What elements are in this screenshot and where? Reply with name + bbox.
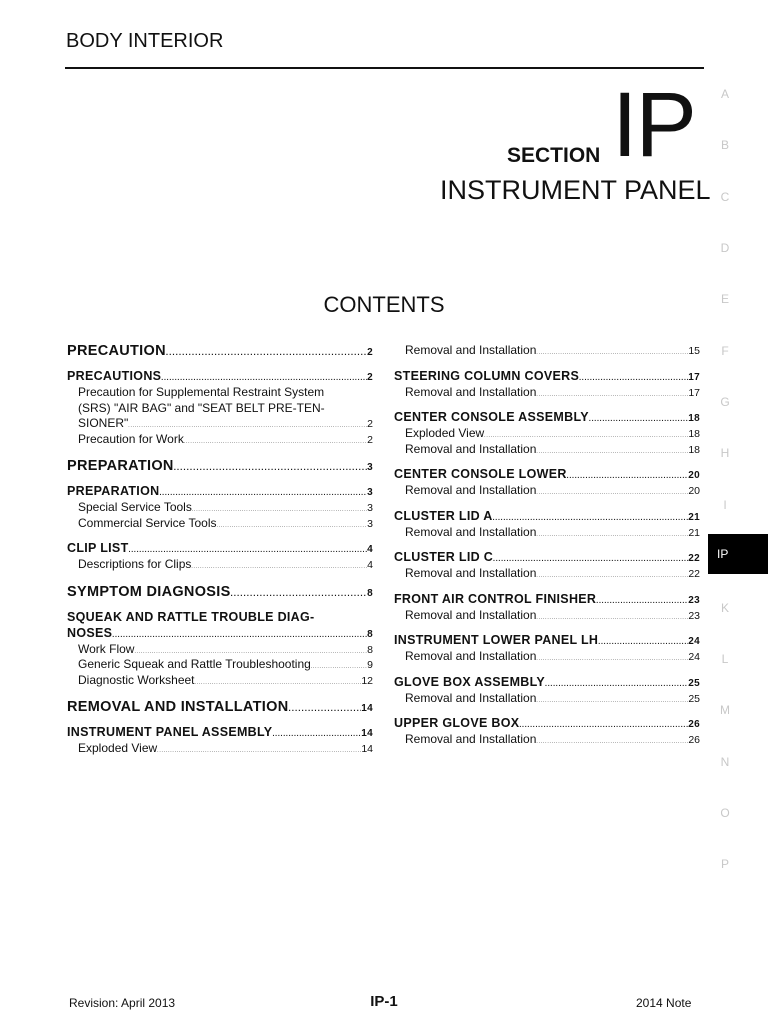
toc-page-number: 14 (361, 743, 373, 755)
toc-leader-dots (536, 483, 688, 497)
toc-section[interactable] (67, 725, 373, 741)
toc-entry-title: Removal and Installation (405, 483, 537, 497)
index-tab-ip[interactable]: IP (708, 534, 768, 574)
toc-leader-dots (596, 592, 688, 606)
toc-left-column (67, 343, 373, 757)
index-tab-b[interactable]: B (720, 138, 729, 152)
contents-title: CONTENTS (323, 292, 445, 317)
toc-entry-title: PREPARATION (67, 484, 160, 498)
section-label: SECTION (507, 144, 601, 167)
toc-section[interactable] (394, 369, 700, 385)
toc-section[interactable] (67, 401, 373, 417)
toc-entry-title: PRECAUTION (67, 343, 166, 359)
toc-entry-title: Removal and Installation (405, 343, 537, 357)
toc-entry[interactable] (67, 516, 373, 532)
toc-leader-dots (567, 467, 689, 481)
toc-entry-title: SIONER" (78, 416, 129, 430)
toc-section[interactable] (67, 484, 373, 500)
toc-entry-title: FRONT AIR CONTROL FINISHER (394, 591, 597, 606)
toc-entry-title: REMOVAL AND INSTALLATION (67, 699, 289, 715)
toc-leader-dots (191, 557, 367, 571)
toc-entry[interactable] (394, 608, 700, 624)
toc-chapter[interactable] (67, 458, 373, 478)
toc-entry[interactable] (394, 566, 700, 582)
toc-leader-dots (184, 432, 367, 446)
toc-page-number: 2 (367, 372, 373, 383)
toc-entry[interactable] (67, 741, 373, 757)
toc-entry[interactable] (394, 385, 700, 401)
toc-entry-title: GLOVE BOX ASSEMBLY (394, 674, 546, 689)
toc-leader-dots (311, 657, 367, 671)
toc-section[interactable] (67, 610, 373, 626)
toc-page-number: 8 (367, 643, 373, 656)
toc-page-number: 14 (361, 703, 373, 714)
toc-page-number: 3 (367, 517, 373, 530)
index-tab-e[interactable]: E (720, 292, 729, 306)
toc-right-column (394, 343, 700, 748)
toc-entry[interactable] (67, 500, 373, 516)
section-code: IP (612, 74, 695, 176)
toc-leader-dots (217, 516, 368, 530)
toc-leader-dots (159, 484, 367, 498)
toc-page-number: 15 (688, 345, 700, 357)
toc-leader-dots (545, 675, 688, 689)
toc-page-number: 18 (688, 443, 700, 456)
toc-leader-dots (129, 541, 368, 555)
toc-entry-title: Special Service Tools (78, 500, 192, 514)
toc-entry-title: STEERING COLUMN COVERS (394, 368, 580, 383)
toc-entry-title: Exploded View (78, 741, 158, 755)
toc-entry-title: CENTER CONSOLE LOWER (394, 467, 567, 481)
index-tab-m[interactable]: M (720, 703, 730, 717)
toc-section[interactable] (394, 509, 700, 525)
toc-leader-dots (536, 566, 688, 580)
header-title: BODY INTERIOR (66, 30, 224, 52)
section-name: INSTRUMENT PANEL (440, 175, 711, 205)
toc-entry[interactable] (394, 649, 700, 665)
toc-entry-title: CLUSTER LID A (394, 508, 493, 523)
toc-leader-dots (536, 608, 688, 622)
toc-leader-dots (579, 369, 688, 383)
toc-page-number: 4 (367, 544, 373, 555)
toc-entry-title: CLIP LIST (67, 541, 129, 555)
toc-section[interactable] (394, 410, 700, 426)
footer-revision: Revision: April 2013 (69, 996, 176, 1010)
toc-page-number: 14 (361, 728, 373, 739)
toc-entry[interactable] (394, 483, 700, 499)
toc-entry[interactable] (67, 657, 373, 673)
toc-page-number: 26 (688, 734, 700, 746)
toc-page-number: 23 (688, 609, 700, 622)
toc-entry-title: Removal and Installation (405, 566, 537, 580)
toc-page-number: 24 (688, 636, 700, 647)
toc-entry-title: INSTRUMENT PANEL ASSEMBLY (67, 725, 273, 739)
toc-section[interactable] (67, 626, 373, 642)
toc-leader-dots (134, 642, 367, 656)
toc-entry-title: Removal and Installation (405, 384, 537, 399)
toc-section[interactable] (394, 550, 700, 566)
toc-entry-title: Removal and Installation (405, 732, 537, 746)
toc-entry[interactable] (67, 673, 373, 689)
toc-leader-dots (493, 550, 688, 564)
toc-entry-title: SQUEAK AND RATTLE TROUBLE DIAG- (67, 609, 315, 624)
index-tab-g[interactable]: G (720, 395, 730, 409)
toc-leader-dots (536, 385, 688, 399)
toc-entry[interactable] (394, 442, 700, 458)
index-tab-l[interactable]: L (721, 652, 729, 666)
toc-page-number: 8 (367, 587, 373, 599)
index-tab-i[interactable]: I (723, 498, 727, 512)
toc-entry-title: PRECAUTIONS (67, 369, 162, 383)
footer-model: 2014 Note (636, 996, 692, 1010)
toc-section[interactable] (67, 541, 373, 557)
toc-leader-dots (536, 525, 688, 539)
toc-chapter[interactable] (67, 699, 373, 719)
toc-leader-dots (195, 673, 362, 687)
toc-entry[interactable] (394, 426, 700, 442)
toc-leader-dots (272, 725, 361, 739)
toc-entry-title: Commercial Service Tools (78, 515, 217, 530)
toc-page-number: 24 (688, 651, 700, 663)
toc-section[interactable] (394, 592, 700, 608)
toc-page-number: 3 (367, 502, 373, 514)
toc-entry-title: Precaution for Supplemental Restraint System (78, 385, 325, 399)
footer-page-number: IP-1 (370, 993, 398, 1010)
toc-entry[interactable] (67, 642, 373, 658)
toc-page-number: 3 (367, 487, 373, 498)
index-tab-f[interactable]: F (721, 344, 729, 358)
toc-page-number: 17 (688, 371, 700, 383)
toc-entry-title: Diagnostic Worksheet (78, 672, 195, 687)
toc-leader-dots (536, 649, 688, 663)
toc-leader-dots (536, 732, 688, 746)
index-tab-c[interactable]: C (720, 190, 730, 204)
toc-page-number: 20 (688, 470, 700, 481)
toc-entry-title: PREPARATION (67, 458, 174, 474)
toc-page-number: 12 (361, 674, 373, 687)
toc-entry-title: Precaution for Work (78, 431, 184, 446)
toc-entry-title: Descriptions for Clips (78, 557, 192, 571)
toc-page-number: 23 (688, 594, 700, 606)
toc-page-number: 25 (688, 677, 700, 689)
toc-page-number: 21 (688, 526, 700, 539)
toc-entry[interactable] (394, 732, 700, 748)
toc-leader-dots (112, 626, 367, 640)
toc-leader-dots (166, 343, 367, 359)
index-tab-n[interactable]: N (720, 755, 730, 769)
toc-page-number: 18 (688, 428, 700, 440)
toc-entry-title: SYMPTOM DIAGNOSIS (67, 583, 231, 600)
toc-entry[interactable] (67, 557, 373, 573)
toc-leader-dots (128, 416, 367, 430)
header-rule (65, 67, 704, 69)
toc-page-number: 4 (367, 559, 373, 571)
toc-entry-title: Removal and Installation (405, 441, 537, 456)
toc-entry-title: NOSES (67, 625, 113, 640)
toc-leader-dots (536, 343, 688, 357)
toc-leader-dots (493, 509, 689, 523)
toc-page-number: 9 (367, 659, 373, 671)
toc-entry-title: (SRS) "AIR BAG" and "SEAT BELT PRE-TEN- (78, 400, 325, 415)
toc-entry[interactable] (394, 691, 700, 707)
toc-page-number: 25 (688, 692, 700, 705)
toc-entry-title: Exploded View (405, 426, 485, 440)
toc-section[interactable] (394, 716, 700, 732)
toc-entry-title: Removal and Installation (405, 524, 537, 539)
toc-entry-title: UPPER GLOVE BOX (394, 716, 520, 730)
toc-entry-title: Removal and Installation (405, 649, 537, 663)
toc-leader-dots (231, 584, 368, 600)
index-tab-h[interactable]: H (720, 446, 730, 460)
toc-entry[interactable] (67, 432, 373, 448)
toc-leader-dots (174, 458, 367, 474)
toc-leader-dots (589, 410, 688, 424)
toc-leader-dots (536, 442, 688, 456)
toc-leader-dots (161, 369, 367, 383)
toc-leader-dots (484, 426, 688, 440)
toc-page-number: 3 (367, 462, 373, 473)
index-tab-p[interactable]: P (720, 857, 729, 871)
index-tab-d[interactable]: D (720, 241, 730, 255)
toc-entry-title: Generic Squeak and Rattle Troubleshooting (78, 657, 311, 671)
toc-section[interactable] (394, 675, 700, 691)
toc-leader-dots (288, 699, 361, 715)
toc-section[interactable] (394, 633, 700, 649)
toc-section[interactable] (67, 385, 373, 401)
toc-entry[interactable] (394, 343, 700, 359)
toc-section[interactable] (394, 467, 700, 483)
toc-leader-dots (519, 716, 688, 730)
toc-leader-dots (598, 633, 688, 647)
index-tab-a[interactable]: A (720, 87, 729, 101)
toc-leader-dots (192, 500, 367, 514)
toc-entry[interactable] (394, 525, 700, 541)
toc-page-number: 2 (367, 347, 373, 358)
toc-leader-dots (157, 741, 361, 755)
toc-chapter[interactable] (67, 584, 373, 604)
toc-page-number: 17 (688, 386, 700, 399)
toc-entry-title: Removal and Installation (405, 690, 537, 705)
toc-entry[interactable] (67, 416, 373, 432)
toc-entry-title: Removal and Installation (405, 607, 537, 622)
toc-entry-title: Work Flow (78, 641, 135, 656)
toc-entry-title: INSTRUMENT LOWER PANEL LH (394, 633, 599, 647)
toc-page-number: 22 (688, 553, 700, 564)
index-tab-o[interactable]: O (720, 806, 730, 820)
toc-page-number: 22 (688, 568, 700, 580)
toc-page-number: 8 (367, 628, 373, 640)
toc-page-number: 20 (688, 485, 700, 497)
toc-page-number: 18 (688, 413, 700, 424)
toc-page-number: 2 (367, 433, 373, 446)
toc-page-number: 2 (367, 418, 373, 430)
toc-entry-title: CENTER CONSOLE ASSEMBLY (394, 410, 589, 424)
index-tab-k[interactable]: K (720, 601, 729, 615)
toc-section[interactable] (67, 369, 373, 385)
toc-entry-title: CLUSTER LID C (394, 550, 494, 564)
toc-page-number: 21 (688, 511, 700, 523)
toc-page-number: 26 (688, 719, 700, 730)
toc-leader-dots (536, 691, 688, 705)
toc-chapter[interactable] (67, 343, 373, 363)
